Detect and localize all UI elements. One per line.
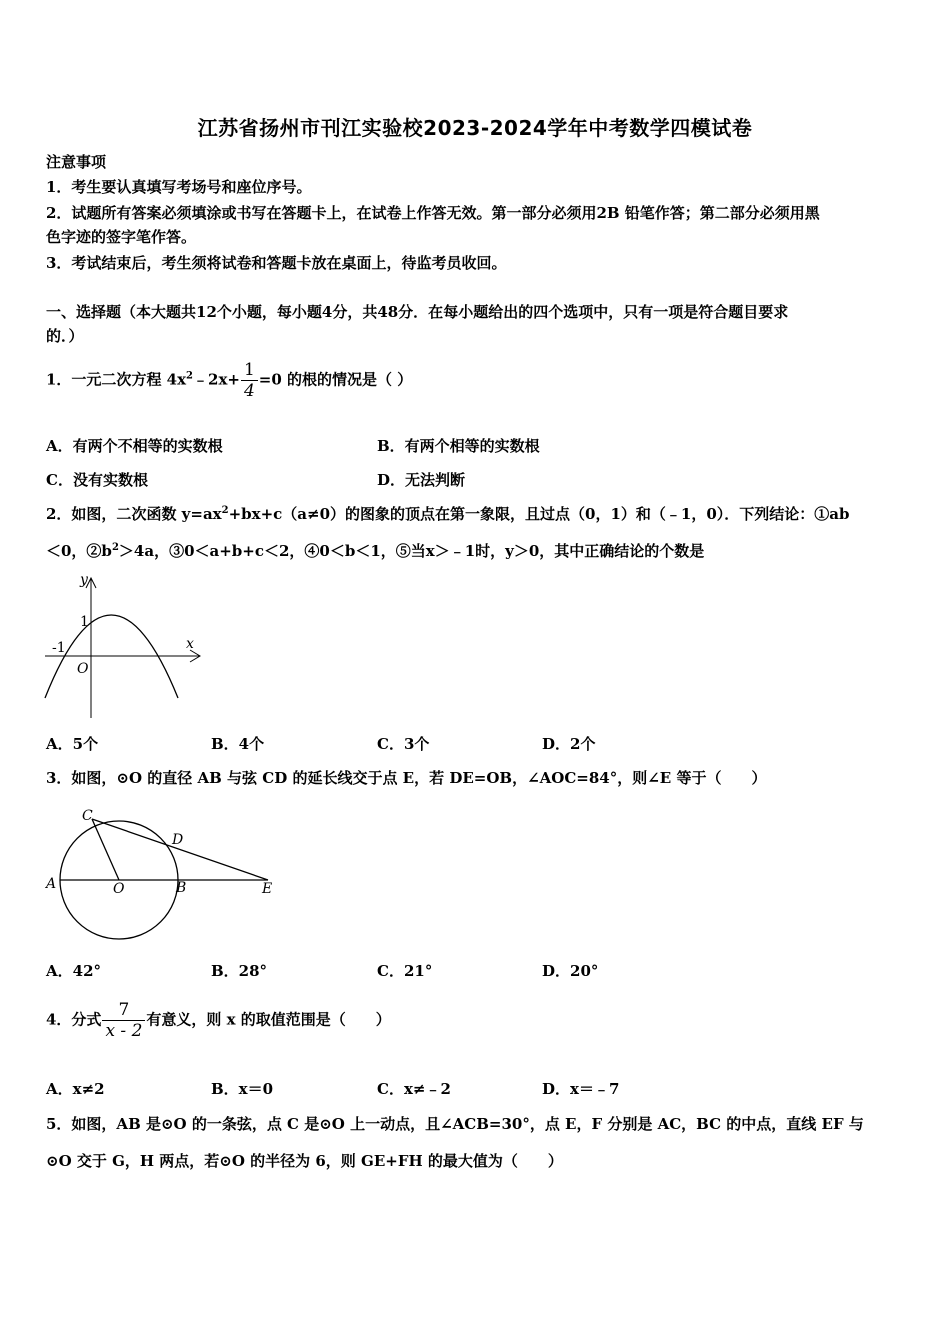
q1-option-a[interactable]: A．有两个不相等的实数根	[46, 437, 223, 455]
notice-item-2-cont: 色字迹的签字笔作答。	[46, 228, 197, 246]
question-1	[46, 360, 412, 401]
line-ce	[92, 819, 268, 880]
q4-option-c[interactable]: C．x≠﹣2	[377, 1080, 451, 1098]
page-title: 江苏省扬州市刊江实验校2023-2024学年中考数学四模试卷	[197, 116, 753, 140]
line-oc	[92, 819, 119, 880]
point-a-label: A	[46, 876, 57, 892]
q2-line2-b: ＞4a，③0＜a+b+c＜2，④0＜b＜1，⑤当x＞﹣1时，y＞0，其中正确结论的个数是	[118, 542, 705, 560]
q4-suffix: 有意义，则 x 的取值范围是（ ）	[146, 1010, 391, 1029]
question-3: 3．如图，⊙O 的直径 AB 与弦 CD 的延长线交于点 E，若 DE=OB，∠AOC=84°，则∠E 等于（ ）	[46, 769, 767, 787]
point-e-label: E	[262, 881, 273, 897]
y-axis-label: y	[80, 572, 88, 588]
q2-option-b[interactable]: B．4个	[211, 735, 265, 753]
q1-mid: ﹣2x+	[193, 370, 240, 389]
q2-option-d[interactable]: D．2个	[542, 735, 596, 753]
point-o-label: O	[113, 881, 125, 897]
q4-fraction	[102, 1000, 145, 1041]
q1-frac-den: 4	[241, 380, 258, 401]
question-2-line1	[46, 504, 849, 524]
q4-frac-num: 7	[118, 1000, 130, 1020]
q1-option-d[interactable]: D．无法判断	[377, 471, 466, 489]
q1-option-b[interactable]: B．有两个相等的实数根	[377, 437, 540, 455]
q2-parabola-graph	[40, 570, 210, 720]
section-heading-cont: 的．）	[46, 327, 84, 345]
q4-option-b[interactable]: B．x＝0	[211, 1080, 274, 1098]
q2-line2-exp: 2	[111, 542, 119, 553]
question-2-line2	[46, 541, 704, 561]
q1-suffix: =0 的根的情况是（ ）	[258, 370, 413, 389]
point-d-label: D	[172, 832, 184, 848]
q1-fraction	[241, 360, 258, 401]
q2-line1-exp: 2	[221, 505, 229, 516]
q2-option-c[interactable]: C．3个	[377, 735, 430, 753]
notice-item-2: 2．试题所有答案必须填涂或书写在答题卡上，在试卷上作答无效。第一部分必须用2B 铅笔作答；第二部分必须用黑	[46, 204, 820, 222]
question-5-line2: ⊙O 交于 G，H 两点，若⊙O 的半径为 6，则 GE+FH 的最大值为（ ）	[46, 1152, 563, 1170]
point-c-label: C	[82, 808, 93, 824]
question-4	[46, 1000, 391, 1041]
q1-frac-num: 1	[243, 360, 255, 380]
q4-prefix: 4．分式	[46, 1010, 102, 1029]
x-axis-label: x	[186, 636, 194, 652]
q4-option-a[interactable]: A．x≠2	[46, 1080, 105, 1098]
notice-heading: 注意事项	[46, 153, 107, 171]
point-b-label: B	[176, 880, 187, 896]
q1-prefix: 1．一元二次方程 4x	[46, 370, 187, 389]
q1-exp: 2	[186, 370, 194, 382]
q4-frac-den: x - 2	[102, 1020, 145, 1041]
notice-item-1: 1．考生要认真填写考场号和座位序号。	[46, 178, 312, 196]
q2-option-a[interactable]: A．5个	[46, 735, 99, 753]
q3-circle-figure	[40, 800, 290, 945]
section-heading: 一、选择题（本大题共12个小题，每小题4分，共48分．在每小题给出的四个选项中，只有一项是符合题目要求	[46, 303, 789, 321]
q4-option-d[interactable]: D．x＝﹣7	[542, 1080, 620, 1098]
label-neg-one: -1	[52, 640, 66, 656]
q1-option-c[interactable]: C．没有实数根	[46, 471, 148, 489]
q2-line1-a: 2．如图，二次函数 y=ax	[46, 505, 222, 523]
origin-label: O	[77, 661, 89, 677]
q3-option-b[interactable]: B．28°	[211, 962, 268, 980]
label-one: 1	[80, 614, 89, 630]
question-5-line1: 5．如图，AB 是⊙O 的一条弦，点 C 是⊙O 上一动点，且∠ACB=30°，点 E，F 分别是 AC，BC 的中点，直线 EF 与	[46, 1115, 864, 1133]
q2-line1-b: +bx+c（a≠0）的图象的顶点在第一象限，且过点（0，1）和（﹣1，0）．下列结论：①ab	[228, 505, 850, 523]
q2-line2-a: ＜0，②b	[46, 542, 112, 560]
notice-item-3: 3．考试结束后，考生须将试卷和答题卡放在桌面上，待监考员收回。	[46, 254, 507, 272]
q3-option-c[interactable]: C．21°	[377, 962, 433, 980]
q3-option-d[interactable]: D．20°	[542, 962, 599, 980]
q3-option-a[interactable]: A．42°	[46, 962, 102, 980]
